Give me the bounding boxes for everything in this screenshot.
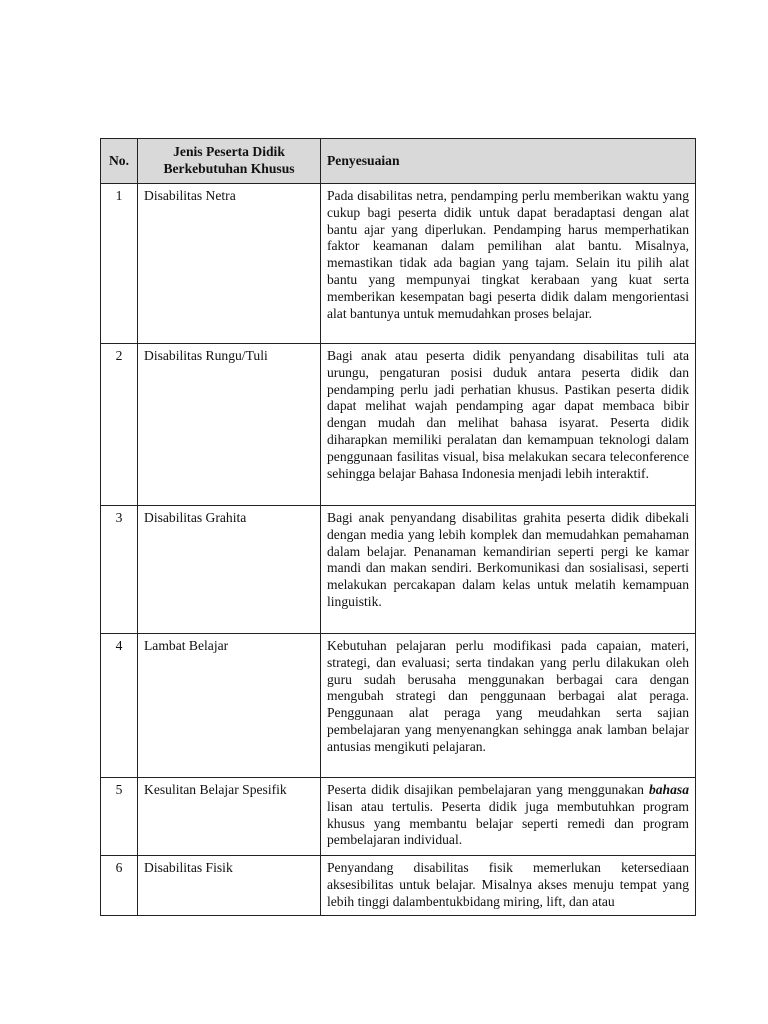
row-penyesuaian: Bagi anak atau peserta didik penyandang disabilitas tuli ata urungu, pengaturan posisi duduk antara peserta didik dan pendamping perlu jadi perhatian khusus. Pastikan peserta didik dapat melihat wajah pendamping agar dapat membaca bibir dengan mudah dan melihat bahasa isyarat. Peserta didik diharapkan memiliki peralatan dan kemampuan teknologi dalam penggunaan fasilitas visual, bisa melakukan secara teleconference sehingga belajar Bahasa Indonesia menjadi lebih interaktif. [321, 344, 696, 506]
row-penyesuaian: Penyandang disabilitas fisik memerlukan ketersediaan aksesibilitas untuk belajar. Misalnya akses menuju tempat yang lebih tinggi dalambentukbidang miring, lift, dan atau [321, 856, 696, 916]
row-penyesuaian: Pada disabilitas netra, pendamping perlu memberikan waktu yang cukup bagi peserta didik untuk dapat beradaptasi dengan alat bantu ajar yang diperlukan. Pendamping harus memperhatikan faktor keamanan dalam pemilihan alat bantu. Misalnya, memastikan tidak ada bagian yang tajam. Selain itu pilih alat bantu yang mempunyai tingkat kerabaan yang kuat serta memberikan kesempatan bagi peserta didik dalam mengorientasi alat bantunya untuk memudahkan proses belajar. [321, 184, 696, 344]
table-row [101, 506, 696, 634]
table-header-row [101, 139, 696, 184]
row-jenis: Lambat Belajar [138, 634, 321, 778]
row-number: 4 [101, 634, 138, 778]
table-row [101, 344, 696, 506]
row-number: 6 [101, 856, 138, 916]
row-number: 1 [101, 184, 138, 344]
table-row [101, 778, 696, 856]
row-jenis: Disabilitas Grahita [138, 506, 321, 634]
row-number: 2 [101, 344, 138, 506]
emphasized-word: bahasa [648, 782, 689, 797]
table-row [101, 184, 696, 344]
table-row [101, 856, 696, 916]
row-jenis: Disabilitas Rungu/Tuli [138, 344, 321, 506]
adjustment-table [100, 138, 696, 916]
row-penyesuaian [321, 778, 696, 856]
penyesuaian-text-start: Peserta didik disajikan pembelajaran yang menggunakan [327, 782, 649, 797]
row-number: 5 [101, 778, 138, 856]
row-jenis: Disabilitas Fisik [138, 856, 321, 916]
header-penyesuaian: Penyesuaian [321, 139, 696, 184]
penyesuaian-text-end: lisan atau tertulis. Peserta didik juga membutuhkan program khusus yang membantu belajar seperti remedi dan program pembelajaran individual. [327, 798, 689, 848]
row-jenis: Kesulitan Belajar Spesifik [138, 778, 321, 856]
header-no: No. [101, 139, 138, 184]
row-number: 3 [101, 506, 138, 634]
table-row [101, 634, 696, 778]
row-penyesuaian: Bagi anak penyandang disabilitas grahita peserta didik dibekali dengan media yang lebih komplek dan memudahkan pemahaman dalam belajar. Penanaman kemandirian seperti pergi ke kamar mandi dan makan sendiri. Berkomunikasi dan sosialisasi, seperti melakukan percakapan dalam kelas untuk melatih kemampuan linguistik. [321, 506, 696, 634]
header-jenis: Jenis Peserta Didik Berkebutuhan Khusus [138, 139, 321, 184]
row-penyesuaian: Kebutuhan pelajaran perlu modifikasi pada capaian, materi, strategi, dan evaluasi; serta tindakan yang perlu dilakukan oleh guru sudah berusaha menggunakan berbagai cara dengan mengubah strategi dan penggunaan berbagai alat peraga. Penggunaan alat peraga yang meudahkan serta sajian pembelajaran yang menyenangkan sehingga anak lamban belajar antusias mengikuti pelajaran. [321, 634, 696, 778]
row-jenis: Disabilitas Netra [138, 184, 321, 344]
